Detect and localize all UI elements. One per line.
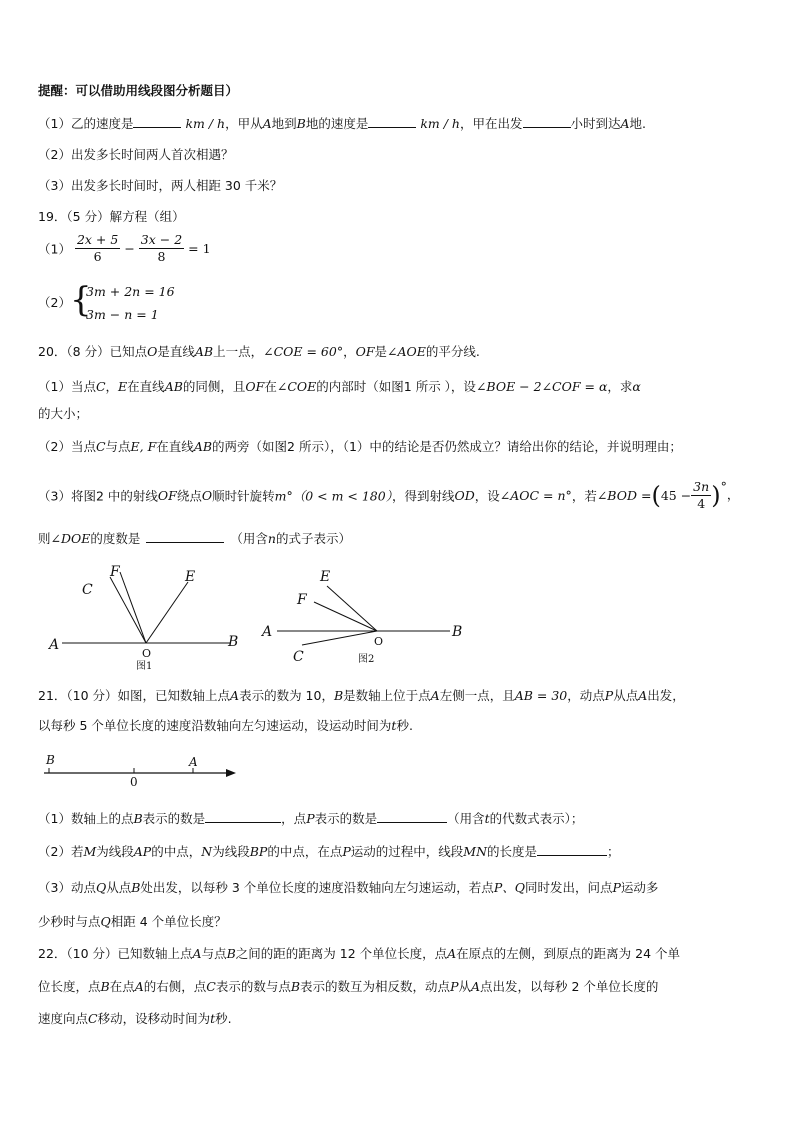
fraction: $\frac{3n}{4}$ xyxy=(693,479,710,511)
label-c: C xyxy=(293,649,304,665)
fraction: $\frac{2x + 5}{6}$ xyxy=(76,232,119,264)
system-eq1: 3m + 2n = 16 xyxy=(86,284,175,299)
label-o: O xyxy=(374,635,384,648)
q21-part3: （3）动点Q从点B处出发，以每秒 3 个单位长度的速度沿数轴向左匀速运动，若点P、Q同时发出，问点P运动多 xyxy=(38,880,659,895)
ray-oc xyxy=(302,631,377,645)
label-zero: 0 xyxy=(130,775,138,788)
fraction: $\frac{3x - 2}{8}$ xyxy=(140,232,183,264)
label-b: B xyxy=(452,624,463,640)
answer-blank[interactable] xyxy=(537,843,607,856)
ray-oe xyxy=(327,586,377,631)
label-a: A xyxy=(262,624,273,640)
q20-statement: 20．（8 分）已知点O是直线AB上一点，∠COE = 60°，OF是∠AOE的平分线. xyxy=(38,344,480,359)
label-e: E xyxy=(185,569,196,585)
q20-part1-cont: 的大小； xyxy=(38,406,89,421)
label-f: F xyxy=(110,564,120,580)
q19-title: 19．（5 分）解方程（组） xyxy=(38,209,185,224)
figure-1-caption: 图1 xyxy=(136,661,153,672)
hint-line: 提醒：可以借助用线段图分析题目） xyxy=(38,83,239,98)
q20-part1: （1）当点C，E在直线AB的同侧，且OF在∠COE的内部时（如图1 所示 ），设∠BOE − 2∠COF = α，求α xyxy=(38,379,641,394)
q18-part3: （3）出发多长时间时，两人相距 30 千米？ xyxy=(38,178,283,193)
ray-oc xyxy=(110,577,146,643)
brace-icon: { xyxy=(70,280,92,320)
label-a: A xyxy=(189,755,198,769)
q22-statement-3: 速度向点C移动，设移动时间为t秒. xyxy=(38,1011,232,1026)
answer-blank[interactable] xyxy=(368,115,416,128)
label-o: O xyxy=(142,647,152,660)
label-b: B xyxy=(228,634,239,650)
system-eq2: 3m − n = 1 xyxy=(86,307,159,322)
label-c: C xyxy=(82,582,93,598)
answer-blank[interactable] xyxy=(133,115,181,128)
q19-equation1: （1） $\frac{2x + 5}{6}$ − $\frac{3x - 2}{8}$ = 1 xyxy=(38,232,211,264)
q20-part3: （3）将图2 中的射线OF绕点O顺时针旋转m°（0 < m < 180），得到射线OD，设∠AOC = n°，若∠BOD =(45 − $\frac{3n}{4}$ )°， xyxy=(38,479,740,511)
q21-part2: （2）若M为线段AP的中点，N为线段BP的中点，在点P运动的过程中，线段MN的长度是 ； xyxy=(38,844,620,859)
q20-part4: 则∠DOE的度数是 （用含n的式子表示） xyxy=(38,531,351,546)
arrow-icon xyxy=(226,769,236,777)
q20-figures xyxy=(40,560,480,675)
q22-statement-1: 22．（10 分）已知数轴上点A与点B之间的距的距离为 12 个单位长度，点A在原点的左侧，到原点的距离为 24 个单 xyxy=(38,946,681,961)
label-e: E xyxy=(320,569,331,585)
answer-blank[interactable] xyxy=(146,530,224,543)
answer-blank[interactable] xyxy=(523,115,571,128)
q21-part3-cont: 少秒时与点Q相距 4 个单位长度？ xyxy=(38,914,227,929)
q18-part1: （1）乙的速度是 km / h，甲从A地到B地的速度是 km / h，甲在出发 小时到达A地. xyxy=(38,116,647,131)
q22-statement-2: 位长度，点B在点A的右侧，点C表示的数与点B表示的数互为相反数，动点P从A点出发，以每秒 2 个单位长度的 xyxy=(38,979,659,994)
label-a: A xyxy=(49,637,60,653)
label-b: B xyxy=(46,753,55,767)
q20-part2: （2）当点C与点E, F在直线AB的两旁（如图2 所示），（1）中的结论是否仍然成立？请给出你的结论，并说明理由； xyxy=(38,439,682,454)
ray-of xyxy=(314,602,377,631)
answer-blank[interactable] xyxy=(377,810,447,823)
answer-blank[interactable] xyxy=(205,810,281,823)
ray-oe xyxy=(146,582,188,643)
number-line xyxy=(40,752,240,788)
q21-statement-1: 21．（10 分）如图，已知数轴上点A表示的数为 10，B是数轴上位于点A左侧一点，且AB = 30，动点P从点A出发， xyxy=(38,688,685,703)
ray-of xyxy=(120,572,146,643)
label-f: F xyxy=(297,592,307,608)
q21-statement-2: 以每秒 5 个单位长度的速度沿数轴向左匀速运动，设运动时间为t秒. xyxy=(38,718,413,733)
figure-2-caption: 图2 xyxy=(358,654,375,665)
q18-part2: （2）出发多长时间两人首次相遇？ xyxy=(38,147,234,162)
q19-part2-label: （2） xyxy=(38,295,71,310)
q21-part1: （1）数轴上的点B表示的数是 ，点P表示的数是 （用含t的代数式表示）； xyxy=(38,811,584,826)
